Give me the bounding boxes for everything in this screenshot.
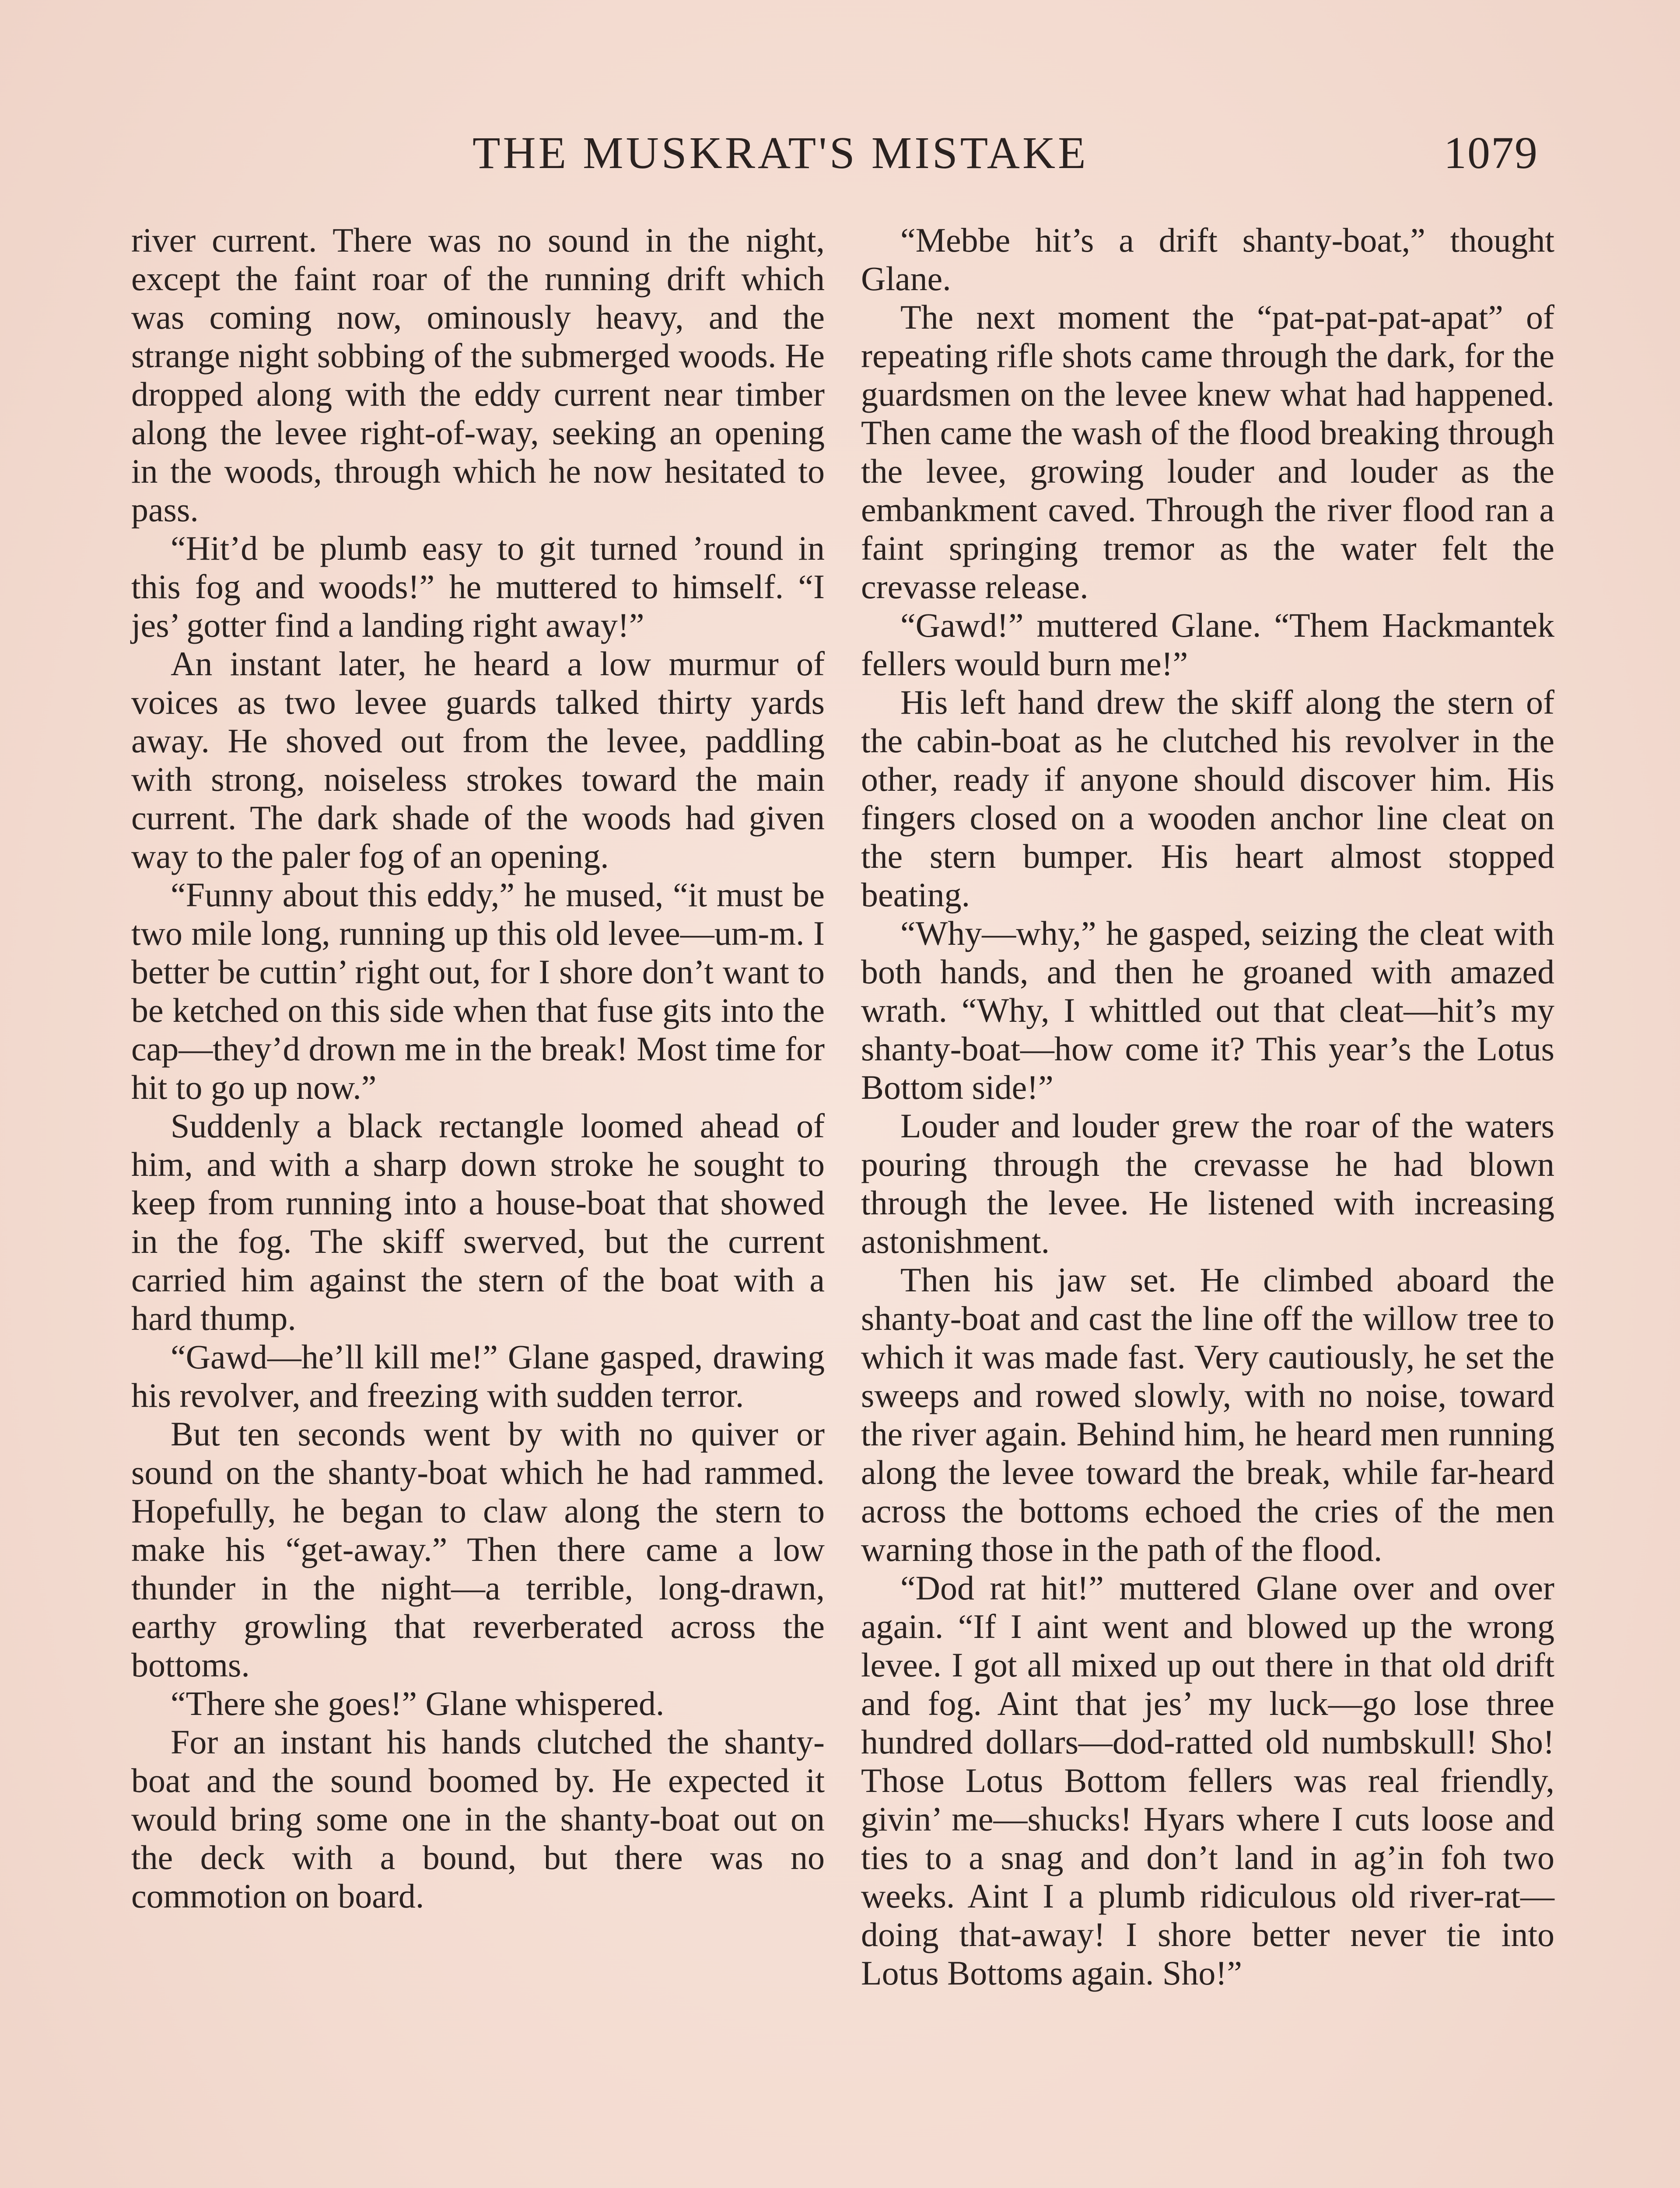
- paragraph: Then his jaw set. He climbed aboard the shanty-boat and cast the line off the willow tree to which it was made fast. Very cautiously, he set the sweeps and rowed slowly, with no noise, toward the river again. Behind him, he heard men running along the levee toward the break, while far-heard across the bottoms echoed the cries of the men warning those in the path of the flood.: [861, 1261, 1554, 1568]
- paragraph: “Mebbe hit’s a drift shanty-boat,” thought Glane.: [861, 221, 1554, 298]
- paragraph: “Funny about this eddy,” he mused, “it must be two mile long, running up this old levee—um-m. I better be cuttin’ right out, for I shore don’t want to be ketched on this side when that fuse gits into the cap—they’d drown me in the break! Most time for hit to go up now.”: [131, 876, 825, 1106]
- paragraph: “Dod rat hit!” muttered Glane over and over again. “If I aint went and blowed up the wrong levee. I got all mixed up out there in that old drift and fog. Aint that jes’ my luck—go lose three hundred dollars—dod-ratted old numbskull! Sho! Those Lotus Bottom fellers was real friendly, givin’ me—shucks! Hyars where I cuts loose and ties to a snag and don’t land in ag’in foh two weeks. Aint I a plumb ridiculous old river-rat—doing that-away! I shore better never tie into Lotus Bottoms again. Sho!”: [861, 1569, 1554, 1992]
- right-text-column: [861, 221, 1554, 1992]
- paragraph: For an instant his hands clutched the shanty-boat and the sound boomed by. He expected it would bring some one in the shanty-boat out on the deck with a bound, but there was no commotion on board.: [131, 1723, 825, 1915]
- paragraph: Suddenly a black rectangle loomed ahead of him, and with a sharp down stroke he sought to keep from running into a house-boat that showed in the fog. The skiff swerved, but the current carried him against the stern of the boat with a hard thump.: [131, 1107, 825, 1337]
- paragraph: “There she goes!” Glane whispered.: [171, 1684, 665, 1722]
- left-text-column: [131, 221, 825, 1915]
- paragraph: An instant later, he heard a low murmur of voices as two levee guards talked thirty yards away. He shoved out from the levee, paddling with strong, noiseless strokes toward the main current. The dark shade of the woods had given way to the paler fog of an opening.: [131, 645, 825, 875]
- paragraph: “Gawd—he’ll kill me!” Glane gasped, drawing his revolver, and freezing with sudden terror.: [131, 1338, 825, 1414]
- paragraph: “Gawd!” muttered Glane. “Them Hackmantek fellers would burn me!”: [861, 606, 1554, 683]
- paragraph: His left hand drew the skiff along the stern of the cabin-boat as he clutched his revolver in the other, ready if anyone should discover him. His fingers closed on a wooden anchor line cleat on the stern bumper. His heart almost stopped beating.: [861, 683, 1554, 914]
- paragraph: The next moment the “pat-pat-pat-apat” of repeating rifle shots came through the dark, for the guardsmen on the levee knew what had happened. Then came the wash of the flood breaking through the levee, growing louder and louder as the embankment caved. Through the river flood ran a faint springing tremor as the water felt the crevasse release.: [861, 298, 1554, 606]
- page-number: 1079: [1444, 128, 1538, 178]
- paragraph: “Hit’d be plumb easy to git turned ’round in this fog and woods!” he muttered to himself. “I jes’ gotter find a landing right away!”: [131, 529, 825, 644]
- paragraph: “Why—why,” he gasped, seizing the cleat with both hands, and then he groaned with amazed wrath. “Why, I whittled out that cleat—hit’s my shanty-boat—how come it? This year’s the Lotus Bottom side!”: [861, 914, 1554, 1106]
- paragraph: Louder and louder grew the roar of the waters pouring through the crevasse he had blown through the levee. He listened with increasing astonishment.: [861, 1107, 1554, 1260]
- running-head-title: THE MUSKRAT'S MISTAKE: [472, 128, 1088, 178]
- paragraph: river current. There was no sound in the night, except the faint roar of the running drift which was coming now, ominously heavy, and the strange night sobbing of the submerged woods. He dropped along with the eddy current near timber along the levee right-of-way, seeking an opening in the woods, through which he now hesitated to pass.: [131, 221, 825, 529]
- paragraph: But ten seconds went by with no quiver or sound on the shanty-boat which he had rammed. Hopefully, he began to claw along the stern to make his “get-away.” Then there came a low thunder in the night—a terrible, long-drawn, earthy growling that reverberated across the bottoms.: [131, 1415, 825, 1684]
